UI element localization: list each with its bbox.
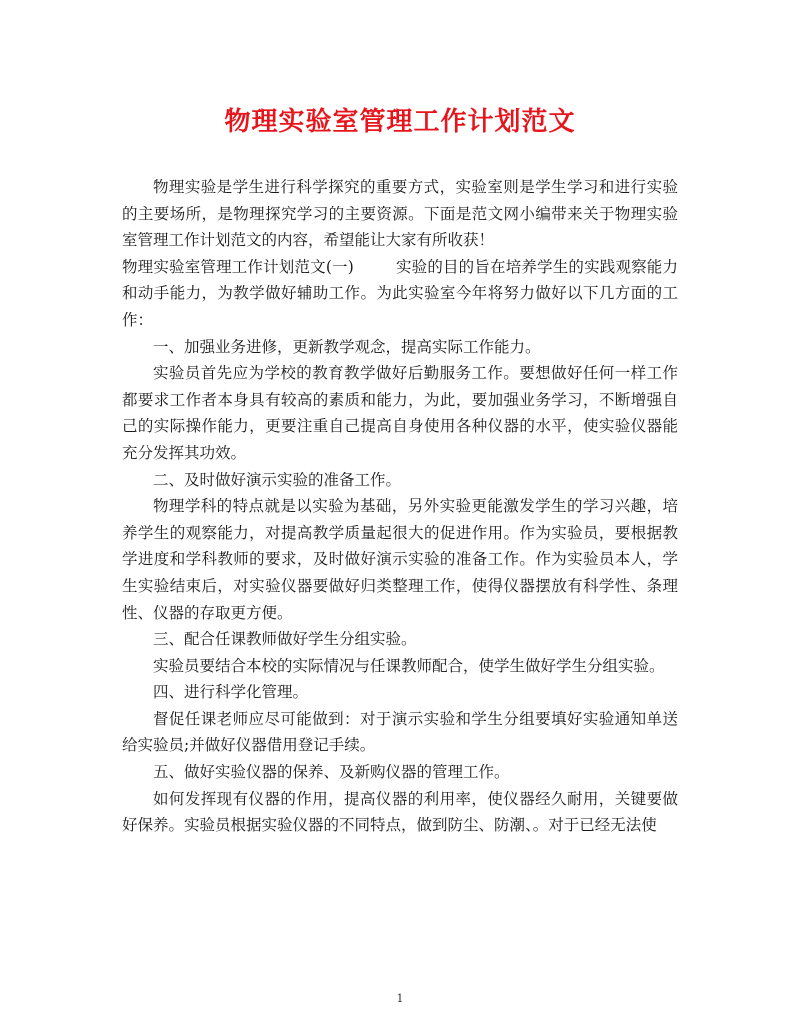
- page-number: 1: [396, 992, 404, 1005]
- section-heading-3: 三、配合任课教师做好学生分组实验。: [153, 630, 417, 649]
- paragraph-intro: 物理实验是学生进行科学探究的重要方式，实验室则是学生学习和进行实验的主要场所，是物理探究学习的主要资源。下面是范文网小编带来关于物理实验室管理工作计划范文的内容，希望能让大家有所收获！: [122, 178, 678, 250]
- paragraph-lead-text: 实验的目的旨在培养学生的实践观察能力和动手能力，为教学做好辅助工作。为此实验室今年将努力做好以下几方面的工作：: [122, 257, 678, 329]
- paragraph-lead: 物理实验室管理工作计划范文(一): [122, 257, 354, 276]
- paragraph-section-5: 如何发挥现有仪器的作用，提高仪器的利用率，使仪器经久耐用，关键要做好保养。实验员根据实验仪器的不同特点，做到防尘、防潮、。对于已经无法使: [122, 789, 678, 835]
- section-heading-1: 一、加强业务进修，更新教学观念，提高实际工作能力。: [153, 337, 541, 356]
- paragraph-plan-intro: [122, 254, 678, 334]
- paragraph-section-1: 实验员首先应为学校的教育教学做好后勤服务工作。要想做好任何一样工作都要求工作者本身具有较高的素质和能力，为此，要加强业务学习，不断增强自己的实际操作能力，更要注重自己提高自身使用各种仪器的水平，使实验仪器能充分发挥其功效。: [122, 364, 678, 462]
- document-title: 物理实验室管理工作计划范文: [224, 107, 576, 137]
- section-heading-2: 二、及时做好演示实验的准备工作。: [153, 470, 402, 489]
- section-heading-5: 五、做好实验仪器的保养、及新购仪器的管理工作。: [153, 763, 510, 782]
- paragraph-section-2: 物理学科的特点就是以实验为基础，另外实验更能激发学生的学习兴趣，培养学生的观察能力，对提高教学质量起很大的促进作用。作为实验员，要根据教学进度和学科教师的要求，及时做好演示实验的准备工作。作为实验员本人，学生实验结束后，对实验仪器要做好归类整理工作，使得仪器摆放有科学性、条理性、仪器的存取更方便。: [122, 497, 678, 622]
- document-body: [122, 174, 678, 839]
- paragraph-section-3: 实验员要结合本校的实际情况与任课教师配合，使学生做好学生分组实验。: [153, 656, 665, 675]
- section-heading-4: 四、进行科学化管理。: [153, 683, 309, 702]
- paragraph-section-4: 督促任课老师应尽可能做到：对于演示实验和学生分组要填好实验通知单送给实验员;并做好仪器借用登记手续。: [122, 709, 678, 755]
